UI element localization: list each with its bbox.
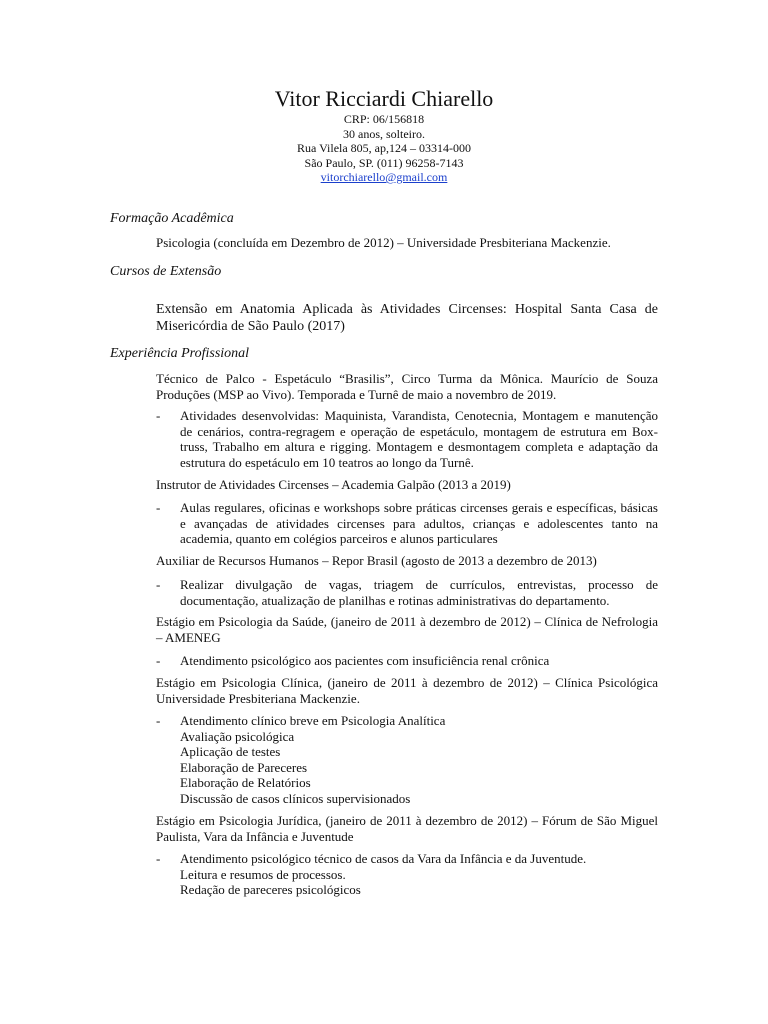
job-line: Elaboração de Relatórios — [180, 775, 311, 790]
job-line: Redação de pareceres psicológicos — [180, 882, 361, 897]
job-line: Atendimento clínico breve em Psicologia Analítica — [180, 713, 446, 728]
job-bullet — [156, 851, 658, 898]
job-line: Leitura e resumos de processos. — [180, 866, 346, 882]
formacao-item: Psicologia (concluída em Dezembro de 2012) – Universidade Presbiteriana Mackenzie. — [156, 235, 611, 250]
job-bullet — [156, 577, 658, 608]
job-bullet — [156, 408, 658, 470]
bullet-dash: - — [156, 408, 161, 423]
job-description: Realizar divulgação de vagas, triagem de currículos, entrevistas, processo de documentação, atualização de planilhas e rotinas administrativas do departamento. — [180, 577, 658, 608]
job-description — [180, 851, 658, 898]
job-title: Estágio em Psicologia da Saúde, (janeiro de 2011 à dezembro de 2012) – Clínica de Nefrologia – AMENEG — [156, 614, 658, 645]
resume-header — [0, 86, 768, 185]
section-title-formacao: Formação Acadêmica — [110, 211, 234, 226]
candidate-name: Vitor Ricciardi Chiarello — [274, 86, 494, 111]
bullet-dash: - — [156, 713, 161, 728]
bullet-dash: - — [156, 851, 161, 866]
bullet-dash: - — [156, 653, 161, 668]
age-status: 30 anos, solteiro. — [343, 126, 425, 141]
job-title: Instrutor de Atividades Circenses – Academia Galpão (2013 a 2019) — [156, 477, 511, 492]
crp-number: CRP: 06/156818 — [343, 112, 425, 126]
job-title: Auxiliar de Recursos Humanos – Repor Brasil (agosto de 2013 a dezembro de 2013) — [156, 553, 597, 568]
section-title-experiencia: Experiência Profissional — [110, 346, 250, 361]
job-line: Aplicação de testes — [180, 744, 281, 759]
job-title: Estágio em Psicologia Clínica, (janeiro de 2011 à dezembro de 2012) – Clínica Psicológica Universidade Presbiteriana Mackenzie. — [156, 675, 658, 706]
job-bullet — [156, 713, 658, 806]
job-title: Estágio em Psicologia Jurídica, (janeiro de 2011 à dezembro de 2012) – Fórum de São Miguel Paulista, Vara da Infância e Juventude — [156, 813, 658, 844]
address: Rua Vilela 805, ap,124 – 03314-000 — [296, 141, 472, 155]
job-line: Avaliação psicológica — [180, 728, 295, 744]
job-line: Elaboração de Pareceres — [180, 759, 308, 775]
bullet-dash: - — [156, 577, 161, 592]
job-description — [180, 713, 658, 806]
job-description: Atendimento psicológico aos pacientes com insuficiência renal crônica — [180, 653, 550, 668]
city-phone: São Paulo, SP. (011) 96258-7143 — [304, 155, 464, 170]
job-line: Atendimento psicológico técnico de casos da Vara da Infância e da Juventude. — [180, 851, 587, 866]
job-description: Atividades desenvolvidas: Maquinista, Varandista, Cenotecnia, Montagem e manutenção de cenários, contra-regragem e operação de espetáculo, montagem de estrutura em Box-truss, Trabalho em altura e rigging. Montagem e desmontagem completa e adaptação da estrutura do espetáculo em 10 teatros ao longo da Turnê. — [180, 408, 658, 470]
job-bullet — [156, 653, 658, 669]
job-title: Técnico de Palco - Espetáculo “Brasilis”, Circo Turma da Mônica. Maurício de Souza Produções (MSP ao Vivo). Temporada e Turnê de maio a novembro de 2019. — [156, 371, 658, 402]
cursos-item: Extensão em Anatomia Aplicada às Atividades Circenses: Hospital Santa Casa de Misericórdia de São Paulo (2017) — [156, 302, 658, 334]
section-title-cursos: Cursos de Extensão — [110, 264, 222, 279]
job-line: Discussão de casos clínicos supervisionados — [180, 790, 411, 806]
bullet-dash: - — [156, 500, 161, 515]
job-description: Aulas regulares, oficinas e workshops sobre práticas circenses gerais e específicas, básicas e avançadas de atividades circenses para adultos, crianças e adolescentes tanto na academia, quanto em colégios parceiros e alunos particulares — [180, 500, 658, 546]
job-bullet — [156, 500, 658, 547]
email-link[interactable]: vitorchiarello@gmail.com — [320, 170, 448, 184]
